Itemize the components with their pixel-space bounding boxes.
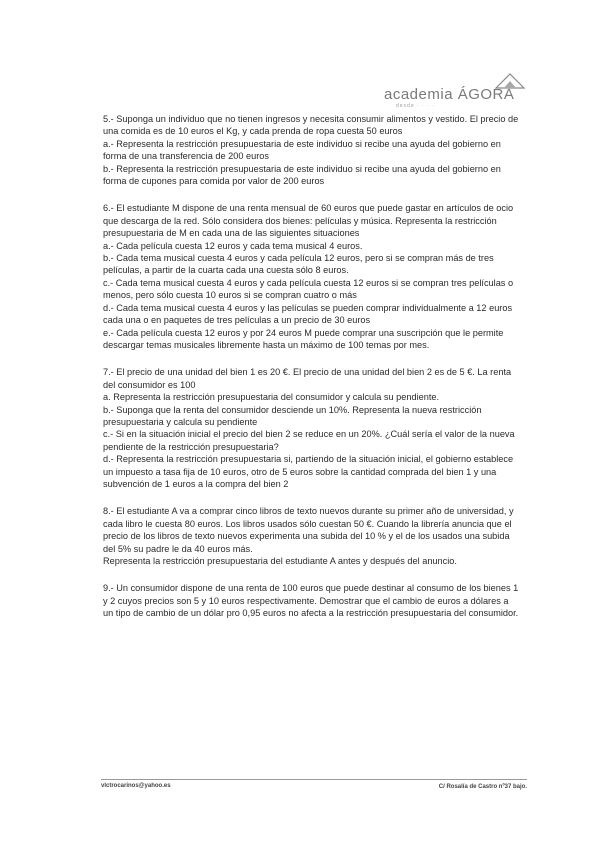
exercise-paragraph: 6.- El estudiante M dispone de una renta mensual de 60 euros que puede gastar en artículos de ocio que descarga de la red. Sólo considera dos bienes: películas y música. Representa la restricción presupuestaria de M en cada una de las siguientes situaciones <box>103 203 514 239</box>
exercise-7 <box>103 366 520 490</box>
footer-address: C/ Rosalía de Castro nº37 bajo. <box>438 784 527 790</box>
academia-agora-logo <box>384 72 534 112</box>
footer-email: vlctrocarinos@yahoo.es <box>101 783 171 789</box>
exercise-paragraph: 5.- Suponga un individuo que no tienen ingresos y necesita consumir alimentos y vestido. El precio de una comida es de 10 euros el Kg, y cada prenda de ropa cuesta 50 euros <box>103 114 519 137</box>
exercise-5 <box>103 113 520 187</box>
exercise-paragraph: d.- Cada tema musical cuesta 4 euros y las películas se pueden comprar individualmente a 12 euros cada una o en paquetes de tres películas a un precio de 30 euros <box>103 302 513 326</box>
logo-subtitle: desde · · · · <box>396 103 435 109</box>
exercise-paragraph: 9.- Un consumidor dispone de una renta de 100 euros que puede destinar al consumo de los bienes 1 y 2 cuyos precios son 5 y 10 euros respectivamente. Demostrar que el cambio de euros a dólares a un tipo de cambio de un dólar pro 0,95 euros no afecta a la restricción presupuestaria del consumidor. <box>103 583 519 619</box>
exercise-paragraph: a.- Cada película cuesta 12 euros y cada tema musical 4 euros. <box>103 240 363 251</box>
page-footer <box>101 779 527 790</box>
exercise-list <box>103 113 520 620</box>
exercise-paragraph: a.- Representa la restricción presupuestaria de este individuo si recibe una ayuda del gobierno en forma de una transferencia de 200 euros <box>103 138 501 162</box>
exercise-9 <box>103 582 520 619</box>
exercise-paragraph: c.- Cada tema musical cuesta 4 euros y cada película cuesta 12 euros si se compran tres películas o menos, pero sólo cuesta 10 euros si se compran cuatro o más <box>103 277 514 301</box>
exercise-paragraph: 8.- El estudiante A va a comprar cinco libros de texto nuevos durante su primer año de universidad, y cada libro le cuesta 80 euros. Los libros usados sólo cuestan 50 €. Cuando la librería anuncia que el precio de los libros de texto nuevos experimenta una subida del 10 % y el de los usados una subida del 5% su padre le da 40 euros más. <box>103 506 514 554</box>
exercise-paragraph: b.- Representa la restricción presupuestaria de este individuo si recibe una ayuda del gobierno en forma de cupones para comida por valor de 200 euros <box>103 163 501 187</box>
exercise-paragraph: b.- Cada tema musical cuesta 4 euros y cada película 12 euros, pero si se compran más de tres películas, a partir de la cuarta cada una cuesta sólo 8 euros. <box>103 253 494 276</box>
exercise-6 <box>103 202 520 351</box>
exercise-paragraph: d.- Representa la restricción presupuestaria si, partiendo de la situación inicial, el gobierno establece un impuesto a tasa fija de 10 euros, otro de 5 euros sobre la cantidad comprada del bien 1 y una subvención de 1 euros a la compra del bien 2 <box>103 454 514 489</box>
logo-text: academia ÁGORA <box>384 86 515 103</box>
exercise-paragraph: c.- Si en la situación inicial el precio del bien 2 se reduce en un 20%. ¿Cuál sería el valor de la nueva pendiente de la restricción presupuestaria? <box>103 429 515 452</box>
exercise-paragraph: 7.- El precio de una unidad del bien 1 es 20 €. El precio de una unidad del bien 2 es de 5 €. La renta del consumidor es 100 <box>103 367 512 390</box>
exercise-paragraph: b.- Suponga que la renta del consumidor desciende un 10%. Representa la nueva restricción presupuestaria y calcula su pendiente <box>103 404 482 427</box>
exercise-8 <box>103 505 520 567</box>
exercise-paragraph: e.- Cada película cuesta 12 euros y por 24 euros M puede comprar una suscripción que le permite descargar temas musicales libremente hasta un máximo de 100 temas por mes. <box>103 327 504 350</box>
exercise-paragraph: a. Representa la restricción presupuestaria del consumidor y calcula su pendiente. <box>103 392 440 403</box>
exercise-paragraph: Representa la restricción presupuestaria del estudiante A antes y después del anuncio. <box>103 556 457 566</box>
